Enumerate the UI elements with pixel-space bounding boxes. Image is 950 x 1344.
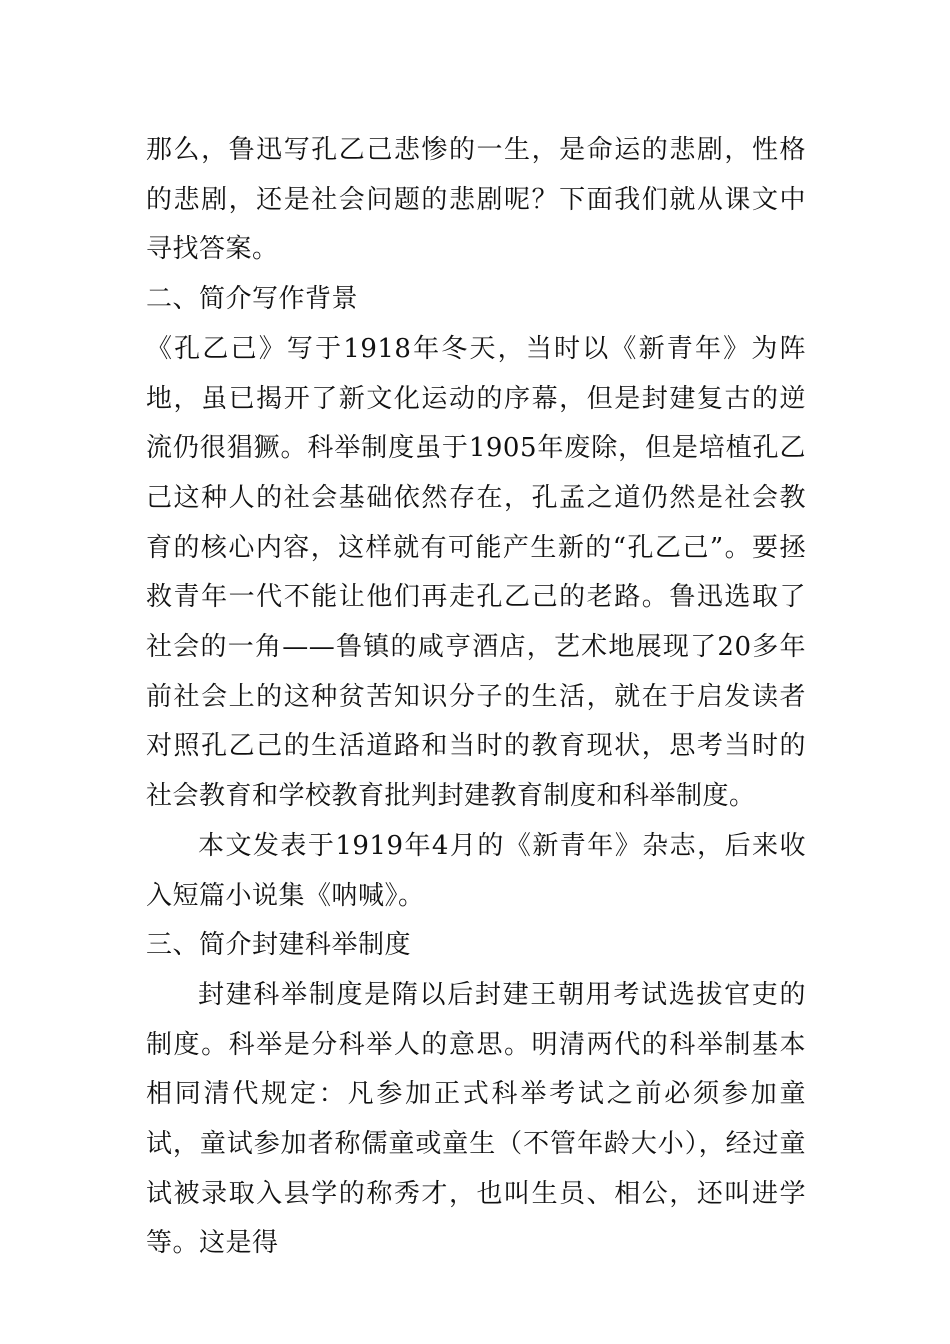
paragraph-imperial-exam: 封建科举制度是隋以后封建王朝用考试选拔官吏的制度。科举是分科举人的意思。明清两代的科举制基本相同清代规定：凡参加正式科举考试之前必须参加童试，童试参加者称儒童或童生（不管年龄大小），经过童试被录取入县学的称秀才，也叫生员、相公，还叫进学等。这是得 — [146, 979, 806, 1259]
section-heading-imperial-exam: 三、简介封建科举制度 — [146, 930, 412, 961]
section-heading-writing-background: 二、简介写作背景 — [146, 284, 359, 315]
paragraph-intro: 那么，鲁迅写孔乙己悲惨的一生，是命运的悲剧，性格的悲剧，还是社会问题的悲剧呢？下面我们就从课文中寻找答案。 — [146, 135, 806, 265]
paragraph-publication: 本文发表于1919年4月的《新青年》杂志，后来收入短篇小说集《呐喊》。 — [146, 830, 806, 911]
document-body — [146, 126, 806, 1269]
paragraph-writing-background: 《孔乙己》写于1918年冬天，当时以《新青年》为阵地，虽已揭开了新文化运动的序幕，但是封建复古的逆流仍很猖獗。科举制度虽于1905年废除，但是培植孔乙己这种人的社会基础依然存在，孔孟之道仍然是社会教育的核心内容，这样就有可能产生新的“孔乙己”。要拯救青年一代不能让他们再走孔乙己的老路。鲁迅选取了社会的一角——鲁镇的咸亨酒店，艺术地展现了20多年前社会上的这种贫苦知识分子的生活，就在于启发读者对照孔乙己的生活道路和当时的教育现状，思考当时的社会教育和学校教育批判封建教育制度和科举制度。 — [146, 333, 806, 812]
